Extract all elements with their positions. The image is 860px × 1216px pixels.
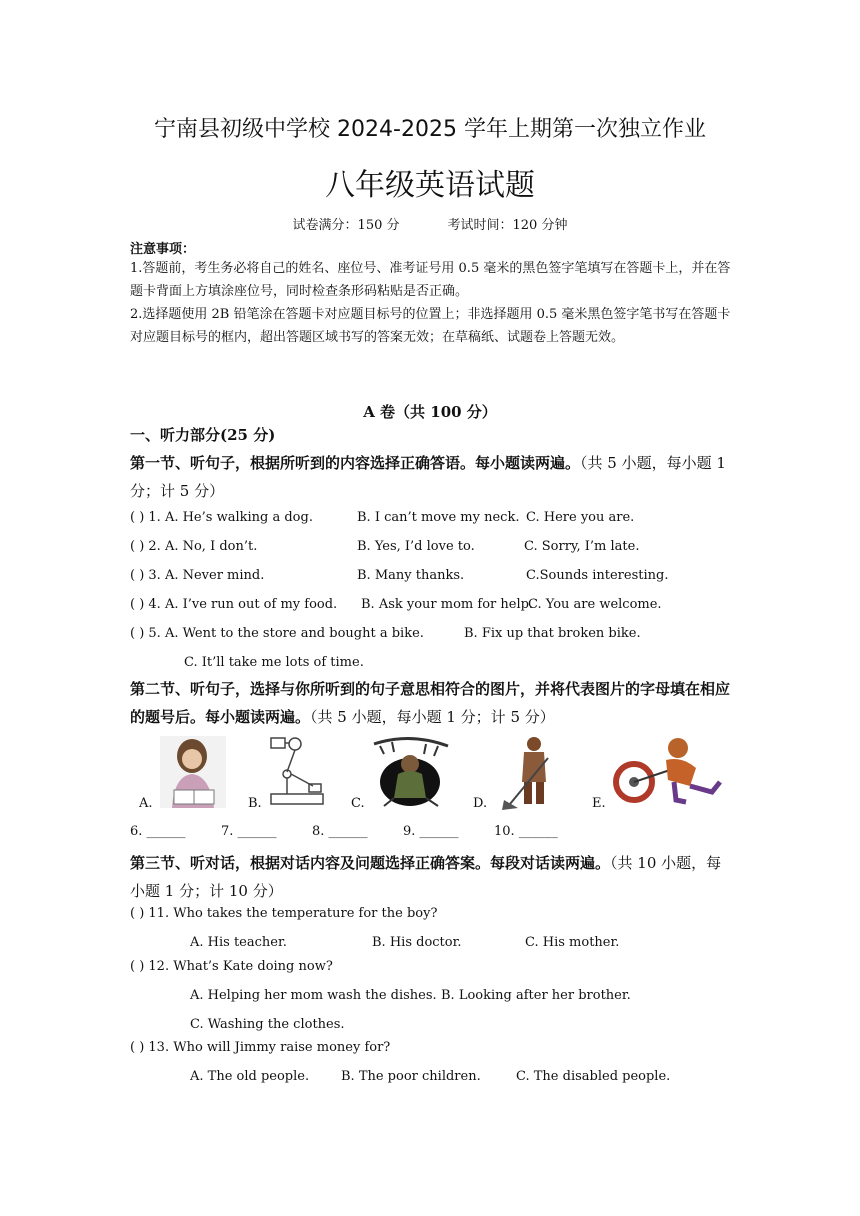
section1-heading	[130, 449, 734, 505]
q13-stem: ( ) 13. Who will Jimmy raise money for?	[130, 1040, 391, 1055]
girl-reading-picture	[158, 734, 228, 810]
section3-title: 第三节、听对话，根据对话内容及问题选择正确答案。每段对话读两遍。	[130, 854, 611, 872]
q11-b: B. His doctor.	[372, 935, 462, 950]
section2-heading	[130, 675, 734, 731]
q1-c: C. Here you are.	[526, 510, 635, 525]
picture-label-d: D.	[473, 796, 488, 811]
picture-label-c: C.	[351, 796, 365, 811]
q12-b: B. Looking after her brother.	[441, 988, 631, 1003]
full-score: 试卷满分：150 分	[292, 218, 400, 233]
q11-a: A. His teacher.	[190, 935, 287, 950]
section3-note: （共 10 小题，每小题 1 分；计 10 分）	[130, 854, 722, 900]
school-title: 宁南县初级中学校 2024-2025 学年上期第一次独立作业	[154, 117, 706, 142]
notice-item-1: 1.答题前，考生务必将自己的姓名、座位号、准考证号用 0.5 毫米的黑色签字笔填写在答题卡上，并在答题卡背面上方填涂座位号，同时检查条形码粘贴是否正确。	[130, 261, 731, 299]
q4-b: B. Ask your mom for help.	[361, 597, 534, 612]
blank-6: 6. ______	[130, 824, 186, 839]
q3-b: B. Many thanks.	[357, 568, 465, 583]
exam-meta	[0, 214, 860, 233]
q3-c: C.Sounds interesting.	[526, 568, 669, 583]
q12-a: A. Helping her mom wash the dishes.	[190, 988, 437, 1003]
paper-a-heading: A 卷（共 100 分）	[363, 403, 497, 421]
q4-c: C. You are welcome.	[528, 597, 662, 612]
section2-title: 第二节、听句子，选择与你所听到的句子意思相符合的图片，并将代表图片的字母填在相应的题号后。每小题读两遍。	[130, 680, 731, 726]
q11-stem: ( ) 11. Who takes the temperature for the boy?	[130, 906, 438, 921]
q5-c: C. It’ll take me lots of time.	[184, 655, 364, 670]
q4-a: ( ) 4. A. I’ve run out of my food.	[130, 597, 338, 612]
q2-c: C. Sorry, I’m late.	[524, 539, 640, 554]
q1-a: ( ) 1. A. He’s walking a dog.	[130, 510, 313, 525]
blank-7: 7. ______	[221, 824, 277, 839]
q12-stem: ( ) 12. What’s Kate doing now?	[130, 959, 333, 974]
woman-under-tree-picture	[370, 734, 452, 810]
section2-note: （共 5 小题，每小题 1 分；计 5 分）	[310, 708, 555, 726]
q11-c: C. His mother.	[525, 935, 620, 950]
notice-item-2: 2.选择题使用 2B 铅笔涂在答题卡对应题目标号的位置上；非选择题用 0.5 毫米黑色签字笔书写在答题卡对应题目标号的框内，超出答题区域书写的答案无效；在草稿纸、试题卷上答题无效。	[130, 307, 731, 345]
kid-with-wheel-picture	[612, 734, 724, 810]
blank-9: 9. ______	[403, 824, 459, 839]
picture-label-a: A.	[139, 796, 153, 811]
q12-c: C. Washing the clothes.	[190, 1017, 345, 1032]
q5-a: ( ) 5. A. Went to the store and bought a bike.	[130, 626, 424, 641]
cleaner-sweeping-picture	[496, 734, 566, 810]
section1-title: 第一节、听句子，根据所听到的内容选择正确答语。每小题读两遍。	[130, 454, 581, 472]
picture-label-e: E.	[592, 796, 606, 811]
robot-arm-picture	[265, 734, 329, 810]
exam-title: 八年级英语试题	[325, 168, 535, 203]
q13-c: C. The disabled people.	[516, 1069, 671, 1084]
part1-heading: 一、听力部分(25 分)	[130, 426, 276, 444]
blank-8: 8. ______	[312, 824, 368, 839]
q13-b: B. The poor children.	[341, 1069, 481, 1084]
blank-10: 10. ______	[494, 824, 558, 839]
notice-heading: 注意事项：	[130, 242, 196, 257]
q1-b: B. I can’t move my neck.	[357, 510, 520, 525]
picture-label-b: B.	[248, 796, 262, 811]
q2-a: ( ) 2. A. No, I don’t.	[130, 539, 258, 554]
q3-a: ( ) 3. A. Never mind.	[130, 568, 265, 583]
section1-note: （共 5 小题，每小题 1 分；计 5 分）	[130, 454, 726, 500]
q2-b: B. Yes, I’d love to.	[357, 539, 475, 554]
section3-heading	[130, 849, 734, 905]
exam-time: 考试时间：120 分钟	[447, 218, 568, 233]
q5-b: B. Fix up that broken bike.	[464, 626, 641, 641]
q13-a: A. The old people.	[190, 1069, 310, 1084]
